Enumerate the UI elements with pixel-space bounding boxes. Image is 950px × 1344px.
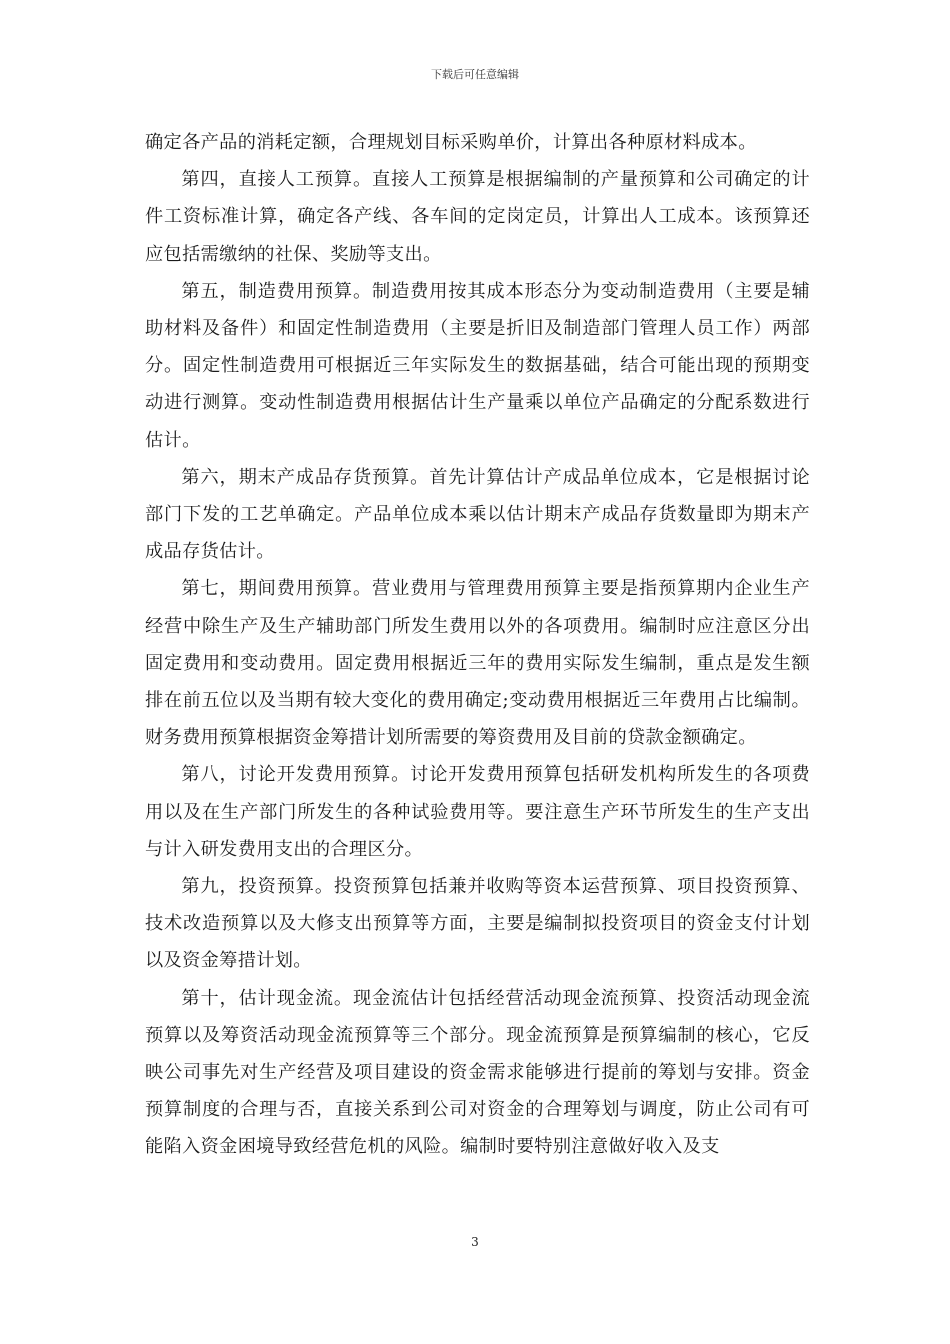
paragraph-cash-flow-estimate: 第十，估计现金流。现金流估计包括经营活动现金流预算、投资活动现金流预算以及筹资活动现金流预算等三个部分。现金流预算是预算编制的核心，它反映公司事先对生产经营及项目建设的资金需求能够进行提前的筹划与安排。资金预算制度的合理与否，直接关系到公司对资金的合理筹划与调度，防止公司有可能陷入资金困境导致经营危机的风险。编制时要特别注意做好收入及支: [145, 987, 810, 1158]
paragraph-manufacturing-overhead-budget: 第五，制造费用预算。制造费用按其成本形态分为变动制造费用（主要是辅助材料及备件）和固定性制造费用（主要是折旧及制造部门管理人员工作）两部分。固定性制造费用可根据近三年实际发生的数据基础，结合可能出现的预期变动进行测算。变动性制造费用根据估计生产量乘以单位产品确定的分配系数进行估计。: [145, 280, 810, 451]
paragraph-rd-expense-budget: 第八，讨论开发费用预算。讨论开发费用预算包括研发机构所发生的各项费用以及在生产部门所发生的各种试验费用等。要注意生产环节所发生的生产支出与计入研发费用支出的合理区分。: [145, 764, 810, 860]
paragraph-continuation: 确定各产品的消耗定额，合理规划目标采购单价，计算出各种原材料成本。: [145, 132, 757, 153]
page-number: 3: [471, 1235, 479, 1249]
paragraph-direct-labor-budget: 第四，直接人工预算。直接人工预算是根据编制的产量预算和公司确定的计件工资标准计算，确定各产线、各车间的定岗定员，计算出人工成本。该预算还应包括需缴纳的社保、奖励等支出。: [145, 169, 810, 265]
paragraph-investment-budget: 第九，投资预算。投资预算包括兼并收购等资本运营预算、项目投资预算、技术改造预算以及大修支出预算等方面，主要是编制拟投资项目的资金支付计划以及资金筹措计划。: [145, 876, 810, 972]
page-header: 下载后可任意编辑: [431, 68, 519, 81]
paragraph-period-expense-budget: 第七，期间费用预算。营业费用与管理费用预算主要是指预算期内企业生产经营中除生产及生产辅助部门所发生费用以外的各项费用。编制时应注意区分出固定费用和变动费用。固定费用根据近三年的费用实际发生编制，重点是发生额排在前五位以及当期有较大变化的费用确定;变动费用根据近三年费用占比编制。财务费用预算根据资金筹措计划所需要的筹资费用及目前的贷款金额确定。: [145, 578, 810, 749]
paragraph-ending-inventory-budget: 第六，期末产成品存货预算。首先计算估计产成品单位成本，它是根据讨论部门下发的工艺单确定。产品单位成本乘以估计期末产成品存货数量即为期末产成品存货估计。: [145, 466, 810, 563]
document-body: [145, 124, 810, 1166]
